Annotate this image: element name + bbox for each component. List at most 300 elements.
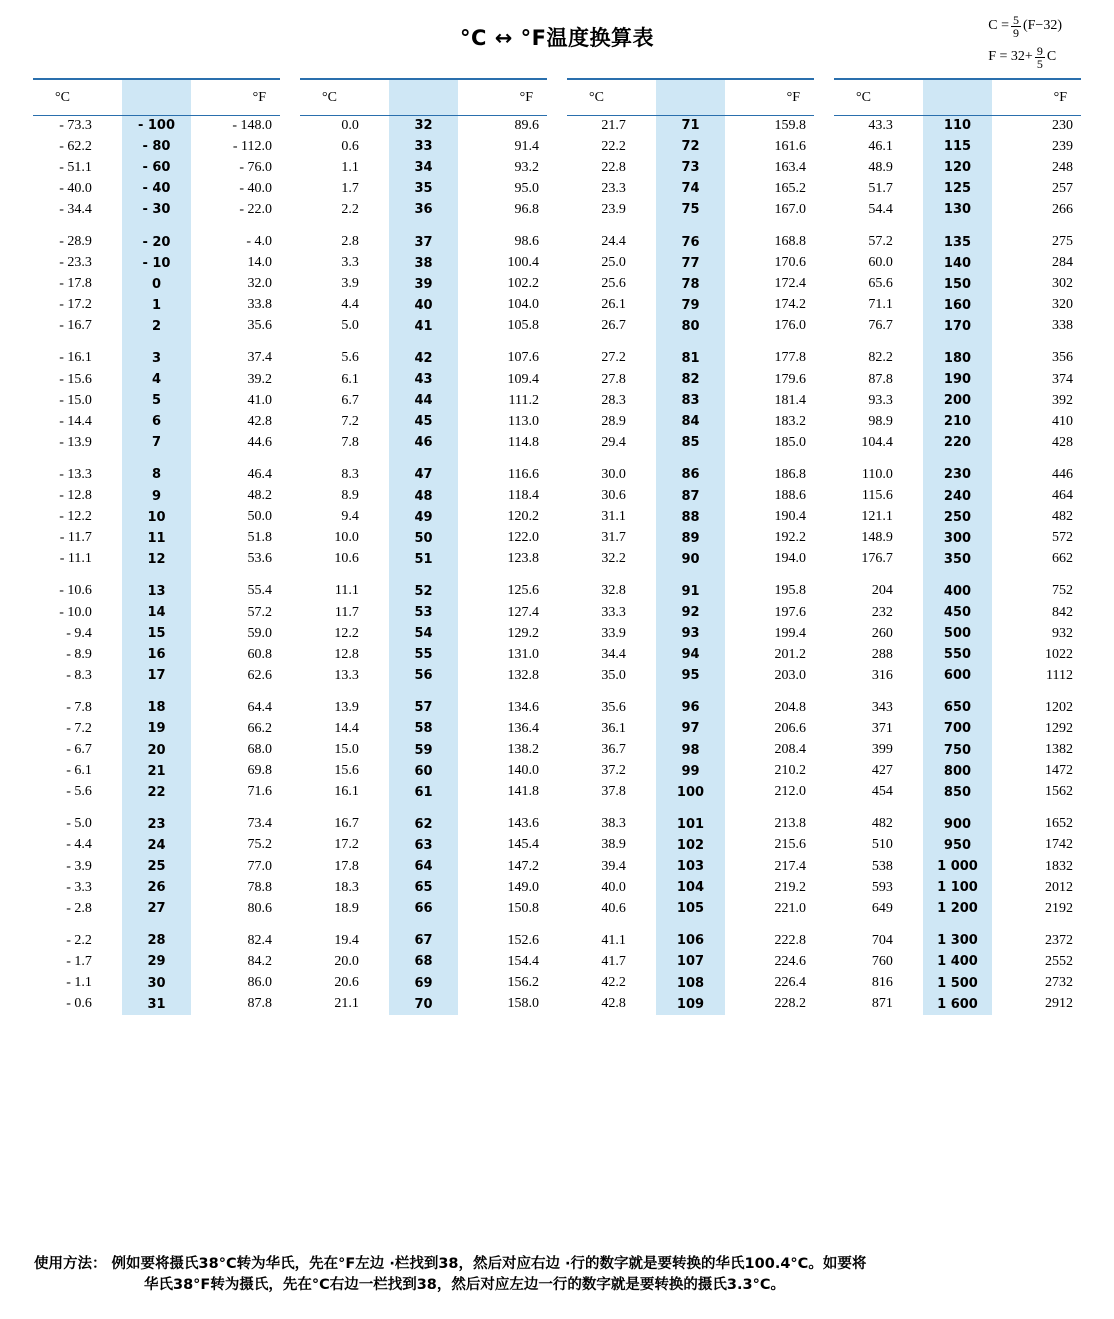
cell-reference: 90 bbox=[681, 551, 700, 567]
cell-fahrenheit: 86.0 bbox=[247, 975, 272, 991]
cell-reference: 59 bbox=[414, 742, 433, 758]
table-row bbox=[567, 253, 814, 274]
header-fahrenheit: °F bbox=[252, 90, 266, 105]
table-row bbox=[567, 835, 814, 856]
cell-fahrenheit: 55.4 bbox=[247, 583, 272, 599]
table-row bbox=[300, 644, 547, 665]
cell-celsius: - 10.0 bbox=[59, 604, 92, 620]
table-row bbox=[567, 199, 814, 220]
row-gap-cell bbox=[33, 337, 122, 348]
cell-celsius: 1.1 bbox=[341, 159, 359, 175]
cell-celsius: - 17.8 bbox=[59, 276, 92, 292]
cell-fahrenheit: 195.8 bbox=[774, 583, 806, 599]
cell-fahrenheit: - 22.0 bbox=[239, 201, 272, 217]
conversion-table bbox=[834, 80, 1081, 1015]
cell-fahrenheit: - 76.0 bbox=[239, 159, 272, 175]
row-gap-cell bbox=[191, 453, 280, 464]
cell-reference: 5 bbox=[151, 393, 161, 409]
cell-reference: 39 bbox=[414, 276, 433, 292]
cell-celsius: 232 bbox=[871, 604, 893, 620]
cell-reference: 650 bbox=[943, 700, 972, 716]
cell-reference: 1 200 bbox=[937, 901, 978, 917]
cell-fahrenheit: 109.4 bbox=[507, 371, 539, 387]
table-row bbox=[33, 697, 280, 718]
cell-reference: 80 bbox=[681, 318, 700, 334]
table-row bbox=[834, 697, 1081, 718]
cell-celsius: 4.4 bbox=[341, 297, 359, 313]
row-gap bbox=[567, 453, 814, 464]
table-row bbox=[834, 856, 1081, 877]
table-row bbox=[567, 507, 814, 528]
cell-reference: 55 bbox=[414, 647, 433, 663]
table-row bbox=[567, 602, 814, 623]
cell-fahrenheit: 32.0 bbox=[247, 276, 272, 292]
cell-fahrenheit: 149.0 bbox=[507, 879, 539, 895]
conversion-tables bbox=[33, 78, 1081, 1015]
cell-fahrenheit: 842 bbox=[1052, 604, 1073, 620]
row-gap-cell bbox=[191, 220, 280, 231]
usage-note-line-1: 使用方法： 例如要将摄氏38°C转为华氏，先在°F左边 ·栏找到38，然后对应右边 ·行的数字就是要转换的华氏100.4°C。如要将 bbox=[34, 1255, 867, 1272]
cell-fahrenheit: 95.0 bbox=[514, 180, 539, 196]
cell-celsius: 25.0 bbox=[601, 255, 626, 271]
formula-fahrenheit-denominator: 5 bbox=[1036, 57, 1043, 71]
row-gap-cell bbox=[725, 919, 814, 930]
cell-reference: 43 bbox=[414, 372, 433, 388]
cell-celsius: 30.6 bbox=[601, 488, 626, 504]
cell-celsius: 2.8 bbox=[341, 234, 359, 250]
table-row bbox=[834, 718, 1081, 739]
conversion-table bbox=[33, 80, 280, 1015]
table-row bbox=[834, 295, 1081, 316]
table-row bbox=[33, 623, 280, 644]
cell-reference: 65 bbox=[414, 880, 433, 896]
table-row bbox=[33, 740, 280, 761]
cell-fahrenheit: 41.0 bbox=[247, 392, 272, 408]
cell-reference: 34 bbox=[414, 160, 433, 176]
header-middle bbox=[389, 80, 458, 115]
row-gap bbox=[300, 919, 547, 930]
cell-reference: 500 bbox=[943, 626, 972, 642]
table-row bbox=[834, 253, 1081, 274]
cell-celsius: 31.7 bbox=[601, 530, 626, 546]
conversion-block bbox=[300, 78, 547, 1015]
cell-fahrenheit: 125.6 bbox=[507, 583, 539, 599]
table-row bbox=[33, 316, 280, 337]
cell-celsius: 32.2 bbox=[601, 551, 626, 567]
cell-celsius: 8.3 bbox=[341, 466, 359, 482]
cell-reference: 82 bbox=[681, 372, 700, 388]
cell-celsius: 39.4 bbox=[601, 858, 626, 874]
cell-celsius: 41.1 bbox=[601, 932, 626, 948]
table-row bbox=[300, 994, 547, 1015]
row-gap bbox=[567, 220, 814, 231]
cell-celsius: 148.9 bbox=[861, 530, 893, 546]
cell-celsius: 399 bbox=[871, 742, 893, 758]
row-gap bbox=[567, 337, 814, 348]
cell-celsius: - 16.7 bbox=[59, 318, 92, 334]
cell-celsius: 17.2 bbox=[334, 837, 359, 853]
cell-reference: 100 bbox=[676, 784, 705, 800]
cell-reference: 74 bbox=[681, 181, 700, 197]
row-gap-cell bbox=[33, 453, 122, 464]
row-gap-cell bbox=[992, 220, 1081, 231]
cell-celsius: 10.0 bbox=[334, 530, 359, 546]
row-gap-cell bbox=[834, 570, 923, 581]
cell-fahrenheit: 1292 bbox=[1045, 720, 1073, 736]
cell-reference: 1 400 bbox=[937, 954, 978, 970]
cell-celsius: - 40.0 bbox=[59, 180, 92, 196]
cell-fahrenheit: 62.6 bbox=[247, 667, 272, 683]
cell-reference: 550 bbox=[943, 647, 972, 663]
cell-celsius: 760 bbox=[871, 953, 893, 969]
conversion-table bbox=[567, 80, 814, 1015]
table-row bbox=[33, 581, 280, 602]
cell-reference: 18 bbox=[147, 700, 166, 716]
row-gap-cell bbox=[567, 803, 656, 814]
cell-fahrenheit: 48.2 bbox=[247, 488, 272, 504]
cell-reference: 400 bbox=[943, 583, 972, 599]
row-gap-cell bbox=[923, 919, 992, 930]
row-gap bbox=[33, 570, 280, 581]
cell-celsius: 28.9 bbox=[601, 413, 626, 429]
cell-celsius: 454 bbox=[871, 784, 893, 800]
header-fahrenheit: °F bbox=[519, 90, 533, 105]
cell-reference: 1 bbox=[151, 297, 161, 313]
row-gap-cell bbox=[923, 803, 992, 814]
table-row bbox=[567, 486, 814, 507]
cell-fahrenheit: 113.0 bbox=[508, 413, 539, 429]
row-gap-cell bbox=[191, 337, 280, 348]
cell-celsius: 176.7 bbox=[861, 551, 893, 567]
cell-reference: 75 bbox=[681, 202, 700, 218]
cell-reference: 41 bbox=[414, 318, 433, 334]
row-gap-cell bbox=[389, 686, 458, 697]
cell-reference: 30 bbox=[147, 975, 166, 991]
cell-celsius: - 73.3 bbox=[59, 117, 92, 133]
cell-celsius: 31.1 bbox=[601, 509, 626, 525]
header-fahrenheit: °F bbox=[786, 90, 800, 105]
formula-fahrenheit-tail: C bbox=[1046, 49, 1057, 65]
usage-note bbox=[0, 1254, 1114, 1298]
cell-celsius: 13.9 bbox=[334, 699, 359, 715]
cell-reference: 160 bbox=[943, 297, 972, 313]
cell-fahrenheit: 93.2 bbox=[514, 159, 539, 175]
cell-fahrenheit: 224.6 bbox=[774, 953, 806, 969]
row-gap-cell bbox=[656, 337, 725, 348]
table-row bbox=[33, 877, 280, 898]
cell-fahrenheit: 73.4 bbox=[247, 816, 272, 832]
cell-fahrenheit: - 148.0 bbox=[232, 117, 272, 133]
table-row bbox=[834, 369, 1081, 390]
cell-fahrenheit: 102.2 bbox=[507, 276, 539, 292]
cell-fahrenheit: 44.6 bbox=[247, 434, 272, 450]
cell-celsius: 12.8 bbox=[334, 646, 359, 662]
row-gap-cell bbox=[725, 803, 814, 814]
cell-reference: 32 bbox=[414, 118, 433, 134]
table-row bbox=[33, 602, 280, 623]
cell-reference: 36 bbox=[414, 202, 433, 218]
cell-celsius: 2.2 bbox=[341, 201, 359, 217]
cell-fahrenheit: 64.4 bbox=[247, 699, 272, 715]
row-gap-cell bbox=[458, 337, 547, 348]
cell-fahrenheit: 222.8 bbox=[774, 932, 806, 948]
cell-celsius: 18.9 bbox=[334, 900, 359, 916]
cell-fahrenheit: 752 bbox=[1052, 583, 1073, 599]
cell-fahrenheit: 190.4 bbox=[774, 509, 806, 525]
table-row bbox=[834, 814, 1081, 835]
table-row bbox=[834, 761, 1081, 782]
table-row bbox=[300, 951, 547, 972]
table-row bbox=[33, 411, 280, 432]
cell-fahrenheit: 66.2 bbox=[247, 720, 272, 736]
row-gap bbox=[834, 803, 1081, 814]
cell-reference: - 100 bbox=[137, 118, 176, 134]
cell-fahrenheit: 122.0 bbox=[507, 530, 539, 546]
cell-reference: 31 bbox=[147, 996, 166, 1012]
table-row bbox=[33, 972, 280, 993]
cell-fahrenheit: 248 bbox=[1052, 159, 1073, 175]
cell-reference: 110 bbox=[943, 118, 972, 134]
row-gap-cell bbox=[923, 686, 992, 697]
table-row bbox=[567, 295, 814, 316]
cell-celsius: 23.3 bbox=[601, 180, 626, 196]
cell-fahrenheit: 60.8 bbox=[247, 646, 272, 662]
cell-fahrenheit: 132.8 bbox=[507, 667, 539, 683]
cell-reference: 101 bbox=[676, 816, 705, 832]
cell-celsius: - 3.9 bbox=[66, 858, 92, 874]
row-gap-cell bbox=[300, 803, 389, 814]
cell-celsius: - 13.9 bbox=[59, 434, 92, 450]
table-row bbox=[567, 740, 814, 761]
table-row bbox=[567, 231, 814, 252]
cell-celsius: 36.7 bbox=[601, 742, 626, 758]
cell-reference: - 40 bbox=[142, 181, 171, 197]
cell-reference: 50 bbox=[414, 530, 433, 546]
cell-fahrenheit: 284 bbox=[1052, 255, 1073, 271]
table-row bbox=[567, 856, 814, 877]
cell-reference: 19 bbox=[147, 721, 166, 737]
cell-celsius: - 1.7 bbox=[66, 953, 92, 969]
table-row bbox=[834, 136, 1081, 157]
cell-celsius: 21.1 bbox=[334, 996, 359, 1012]
row-gap-cell bbox=[122, 803, 191, 814]
cell-celsius: 36.1 bbox=[601, 720, 626, 736]
table-row bbox=[300, 697, 547, 718]
table-row bbox=[300, 718, 547, 739]
cell-reference: 105 bbox=[676, 901, 705, 917]
table-row bbox=[33, 486, 280, 507]
cell-reference: 77 bbox=[681, 255, 700, 271]
cell-fahrenheit: 201.2 bbox=[774, 646, 806, 662]
cell-reference: 53 bbox=[414, 605, 433, 621]
table-row bbox=[834, 782, 1081, 803]
cell-celsius: 371 bbox=[871, 720, 893, 736]
formula-celsius-numerator: 5 bbox=[1012, 13, 1019, 27]
cell-celsius: - 11.7 bbox=[59, 530, 92, 546]
cell-celsius: 110.0 bbox=[861, 466, 893, 482]
cell-reference: 54 bbox=[414, 626, 433, 642]
row-gap-cell bbox=[300, 570, 389, 581]
table-row bbox=[567, 348, 814, 369]
table-row bbox=[33, 856, 280, 877]
cell-reference: 51 bbox=[414, 551, 433, 567]
row-gap-cell bbox=[389, 453, 458, 464]
row-gap-cell bbox=[567, 453, 656, 464]
cell-reference: 88 bbox=[681, 509, 700, 525]
cell-celsius: - 3.3 bbox=[66, 879, 92, 895]
table-row bbox=[300, 856, 547, 877]
cell-fahrenheit: 226.4 bbox=[774, 975, 806, 991]
table-row bbox=[834, 231, 1081, 252]
cell-celsius: 21.7 bbox=[601, 117, 626, 133]
cell-fahrenheit: 174.2 bbox=[774, 297, 806, 313]
row-gap-cell bbox=[191, 686, 280, 697]
row-gap-cell bbox=[389, 337, 458, 348]
table-row bbox=[33, 369, 280, 390]
row-gap-cell bbox=[389, 570, 458, 581]
header-celsius: °C bbox=[55, 90, 70, 105]
table-row bbox=[567, 898, 814, 919]
table-row bbox=[33, 199, 280, 220]
row-gap bbox=[834, 570, 1081, 581]
table-row bbox=[834, 316, 1081, 337]
table-row bbox=[300, 761, 547, 782]
cell-celsius: 16.1 bbox=[334, 784, 359, 800]
table-row bbox=[300, 316, 547, 337]
cell-reference: 21 bbox=[147, 763, 166, 779]
cell-fahrenheit: 172.4 bbox=[774, 276, 806, 292]
table-header-row bbox=[567, 80, 814, 115]
table-row bbox=[567, 697, 814, 718]
cell-celsius: 12.2 bbox=[334, 625, 359, 641]
cell-celsius: 510 bbox=[871, 837, 893, 853]
row-gap-cell bbox=[458, 919, 547, 930]
cell-reference: 125 bbox=[943, 181, 972, 197]
row-gap-cell bbox=[389, 919, 458, 930]
table-row bbox=[33, 930, 280, 951]
cell-reference: 96 bbox=[681, 700, 700, 716]
cell-reference: 107 bbox=[676, 954, 705, 970]
conversion-block bbox=[33, 78, 280, 1015]
cell-fahrenheit: 446 bbox=[1052, 466, 1073, 482]
table-row bbox=[567, 814, 814, 835]
cell-fahrenheit: 212.0 bbox=[774, 784, 806, 800]
table-row bbox=[834, 835, 1081, 856]
table-row bbox=[834, 157, 1081, 178]
cell-reference: 103 bbox=[676, 859, 705, 875]
row-gap bbox=[300, 686, 547, 697]
row-gap-cell bbox=[300, 919, 389, 930]
row-gap-cell bbox=[992, 337, 1081, 348]
table-row bbox=[567, 994, 814, 1015]
cell-fahrenheit: 118.4 bbox=[508, 488, 539, 504]
table-row bbox=[33, 644, 280, 665]
cell-reference: 900 bbox=[943, 816, 972, 832]
cell-fahrenheit: 275 bbox=[1052, 234, 1073, 250]
table-header-row bbox=[300, 80, 547, 115]
cell-fahrenheit: 143.6 bbox=[507, 816, 539, 832]
header-celsius: °C bbox=[322, 90, 337, 105]
cell-celsius: 42.8 bbox=[601, 996, 626, 1012]
cell-fahrenheit: 1562 bbox=[1045, 784, 1073, 800]
cell-celsius: 30.0 bbox=[601, 466, 626, 482]
table-row bbox=[33, 718, 280, 739]
cell-fahrenheit: 159.8 bbox=[774, 117, 806, 133]
table-row bbox=[567, 972, 814, 993]
row-gap-cell bbox=[567, 570, 656, 581]
cell-celsius: 38.9 bbox=[601, 837, 626, 853]
cell-reference: 83 bbox=[681, 393, 700, 409]
cell-fahrenheit: 71.6 bbox=[247, 784, 272, 800]
cell-reference: 23 bbox=[147, 816, 166, 832]
table-row bbox=[300, 507, 547, 528]
cell-celsius: 41.7 bbox=[601, 953, 626, 969]
cell-celsius: 816 bbox=[871, 975, 893, 991]
cell-celsius: 87.8 bbox=[868, 371, 893, 387]
cell-reference: 99 bbox=[681, 763, 700, 779]
cell-fahrenheit: 123.8 bbox=[507, 551, 539, 567]
cell-reference: - 80 bbox=[142, 139, 171, 155]
cell-fahrenheit: 87.8 bbox=[247, 996, 272, 1012]
row-gap-cell bbox=[458, 686, 547, 697]
cell-celsius: 65.6 bbox=[868, 276, 893, 292]
cell-fahrenheit: 96.8 bbox=[514, 201, 539, 217]
cell-reference: 300 bbox=[943, 530, 972, 546]
cell-reference: 73 bbox=[681, 160, 700, 176]
cell-celsius: - 8.3 bbox=[66, 667, 92, 683]
table-row bbox=[567, 115, 814, 136]
cell-reference: 70 bbox=[414, 996, 433, 1012]
usage-note-line-2: 华氏38°F转为摄氏，先在°C右边一栏找到38，然后对应左边一行的数字就是要转换的摄氏3.3°C。 bbox=[144, 1277, 785, 1294]
row-gap-cell bbox=[834, 919, 923, 930]
cell-celsius: 26.7 bbox=[601, 318, 626, 334]
formula-celsius bbox=[988, 14, 1062, 39]
cell-fahrenheit: 120.2 bbox=[507, 509, 539, 525]
row-gap-cell bbox=[725, 337, 814, 348]
cell-fahrenheit: 219.2 bbox=[774, 879, 806, 895]
row-gap bbox=[33, 453, 280, 464]
cell-fahrenheit: 203.0 bbox=[774, 667, 806, 683]
table-row bbox=[834, 644, 1081, 665]
cell-celsius: - 12.8 bbox=[59, 488, 92, 504]
row-gap bbox=[567, 570, 814, 581]
cell-fahrenheit: 78.8 bbox=[247, 879, 272, 895]
cell-reference: 750 bbox=[943, 742, 972, 758]
table-row bbox=[834, 951, 1081, 972]
cell-reference: 27 bbox=[147, 901, 166, 917]
cell-reference: - 10 bbox=[142, 255, 171, 271]
cell-fahrenheit: 107.6 bbox=[507, 350, 539, 366]
table-row bbox=[300, 432, 547, 453]
cell-fahrenheit: 82.4 bbox=[247, 932, 272, 948]
cell-fahrenheit: 302 bbox=[1052, 276, 1073, 292]
row-gap-cell bbox=[567, 337, 656, 348]
cell-celsius: 7.8 bbox=[341, 434, 359, 450]
cell-reference: 1 300 bbox=[937, 933, 978, 949]
cell-celsius: 7.2 bbox=[341, 413, 359, 429]
conversion-block bbox=[834, 78, 1081, 1015]
cell-celsius: 649 bbox=[871, 900, 893, 916]
cell-fahrenheit: 2912 bbox=[1045, 996, 1073, 1012]
table-row bbox=[834, 930, 1081, 951]
cell-celsius: 0.6 bbox=[341, 138, 359, 154]
cell-reference: 850 bbox=[943, 784, 972, 800]
row-gap-cell bbox=[300, 220, 389, 231]
row-gap-cell bbox=[33, 220, 122, 231]
cell-fahrenheit: 257 bbox=[1052, 180, 1073, 196]
cell-reference: 950 bbox=[943, 837, 972, 853]
cell-reference: 240 bbox=[943, 488, 972, 504]
